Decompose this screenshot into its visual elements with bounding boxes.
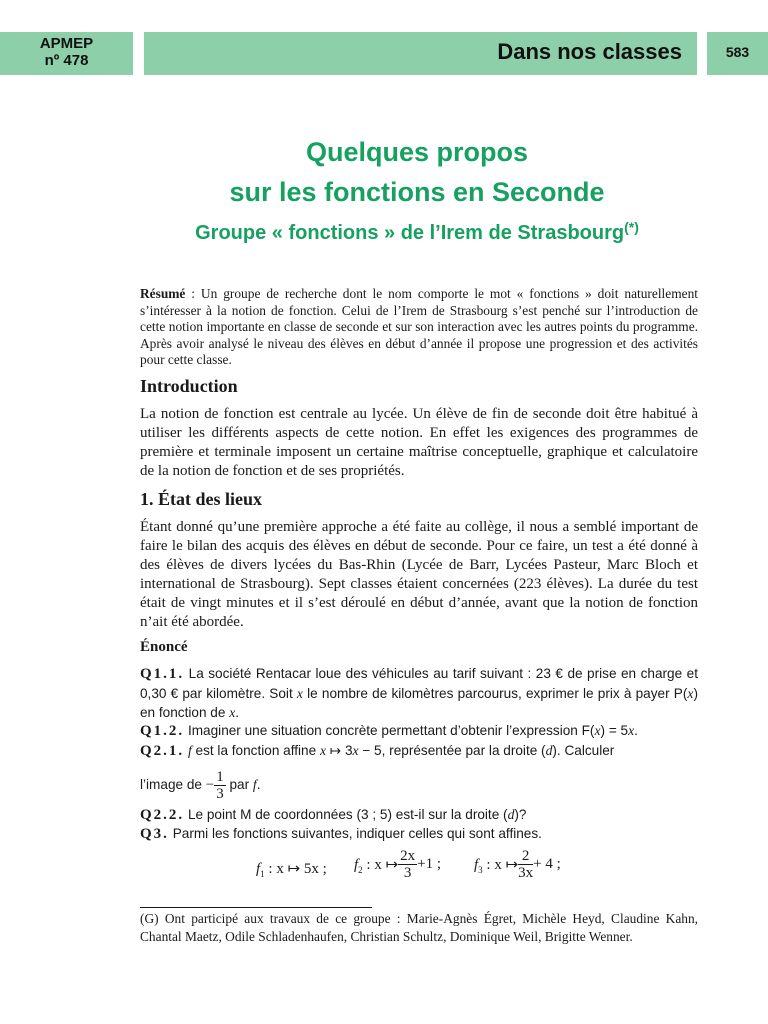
footnote [140,910,698,945]
q3-label: Q3. [140,826,169,842]
q2-1-text-b: − 5, représentée par la droite ( [358,743,546,758]
footnote-marker: (G) [140,911,159,926]
section1-text: Étant donné qu’une première approche a été faite au collège, il nous a semblé important de faire le bilan des acquis des élèves en début de seconde. Pour ce faire, un test a été donné à des élèves de divers lycées du Bas-Rhin (Lycée de Barr, Lycées Pasteur, Marc Bloch et international de Strasbourg). Sept classes étaient concernées (223 élèves). La durée du test était de vingt minutes et il s’est déroulé en début d’année, avant que la notion de fonction n’ait été abordée. [140,519,698,630]
var-x: x [229,705,236,720]
q1-2-text-b: ) = 5 [600,723,629,738]
function-f2 [354,848,441,881]
f3-sub: 3 [478,864,483,875]
question-q1-2 [140,721,698,741]
f1-sub: 1 [260,869,265,879]
f2-numerator: 2x [400,848,416,864]
rubric-banner [144,32,697,75]
functions-formula [256,848,596,888]
question-q2-1 [140,741,698,761]
var-d: d [545,743,553,758]
f1-rest: : x ↦ 5x ; [264,861,327,877]
question-q2-2 [140,805,698,825]
var-x: x [594,723,601,738]
var-x: x [687,686,694,701]
q1-1-label: Q1.1. [140,666,185,682]
q1-1-text-b: le nombre de kilomètres parcourus, exprimer le prix à payer P( [302,686,688,701]
question-q3 [140,824,698,844]
var-x: x [296,686,303,701]
fraction-denominator: 3 [216,785,224,802]
question-q1-1 [140,664,698,722]
article-title-line2: sur les fonctions en Seconde [229,177,605,207]
q1-2-label: Q1.2. [140,723,185,739]
var-x: x [628,723,635,738]
q2-1-map: ↦ 3 [326,743,353,758]
introduction-text: La notion de fonction est centrale au lycée. Un élève de fin de seconde doit être habitué à utiliser les différents aspects de cette notion. En effet les exigences des programmes de première et terminale imposent un certaine maîtrise conceptuelle, graphique et calculatoire de la notion de fonction et de ses propriétés. [140,406,698,479]
f3-numerator: 2 [518,848,533,865]
f1-name: f [256,861,261,877]
var-x: x [319,743,326,758]
footnote-text: Ont participé aux travaux de ce groupe : Marie-Agnès Égret, Michèle Heyd, Claudine Kahn, Chantal Maetz, Odile Schladenhaufen, Christian Schultz, Dominique Weil, Brigitte Wenner. [140,911,698,944]
q2-1-dot: . [256,777,261,792]
footnote-mark: (*) [624,219,639,235]
f3-fraction [518,848,533,881]
introduction-heading: Introduction [140,376,238,396]
q2-1-text-d: l’image de [140,777,206,792]
f3-pre: : x ↦ [482,856,519,873]
article-subtitle [0,219,768,245]
journal-issue: nº 478 [44,52,89,69]
function-f3 [474,848,561,881]
abstract [140,286,698,369]
journal-badge [0,32,133,75]
var-f: f [187,743,192,758]
f2-pre: : x ↦ [362,856,399,873]
f2-name: f [354,856,359,873]
q1-1-text-c: ) en fonction de [140,686,698,720]
section1-heading: 1. État des lieux [140,489,263,509]
fraction-one-third [214,769,226,802]
q2-1-label: Q2.1. [140,743,185,759]
q1-2-dot: . [634,723,638,738]
page-number: 583 [725,44,750,60]
q1-1-dot: . [235,705,240,720]
q2-2-text-b: )? [514,807,527,822]
article-title-line1: Quelques propos [305,137,529,167]
q2-1-text-e: par [225,777,253,792]
q1-2-text-a: Imaginer une situation concrète permettant d’obtenir l’expression F( [184,723,595,738]
fraction-numerator: 1 [216,768,224,785]
footnote-rule [140,907,372,908]
question-q2-1-cont [140,766,698,804]
f3-name: f [474,856,479,873]
enonce-heading: Énoncé [140,639,188,655]
f3-denominator: 3x [518,865,534,881]
f2-fraction [398,848,417,881]
f2-post: +1 ; [417,856,442,872]
var-d: d [507,807,515,822]
subtitle-text: Groupe « fonctions » de l’Irem de Strasbourg [195,222,625,244]
function-f1 [256,859,327,879]
q2-2-text-a: Le point M de coordonnées (3 ; 5) est-il sur la droite ( [184,807,508,822]
minus-sign: − [205,777,215,793]
f3-post: + 4 ; [533,856,561,872]
abstract-text: : Un groupe de recherche dont le nom comporte le mot « fonctions » doit naturellement s’intéresser à la notion de fonction. Celui de l’Irem de Strasbourg s’est penché sur l’introduction de cette notion importante en classe de seconde et sur son interaction avec les autres points du programme. Après avoir analysé le niveau des élèves en début d’année il propose une progression et des activités pour cette classe. [140,286,698,367]
q2-1-text-c: ). Calculer [552,743,615,758]
f2-denominator: 3 [403,865,412,881]
q2-2-label: Q2.2. [140,807,185,823]
page-number-box [707,32,768,75]
f2-sub: 2 [358,864,363,875]
q1-1-text-a: La société Rentacar loue des véhicules au tarif suivant : 23 € de prise en charge et 0,30 € par kilomètre. Soit [140,666,698,701]
var-x: x [352,743,359,758]
q2-1-text-a: est la fonction affine [191,743,320,758]
abstract-label: Résumé [140,286,186,301]
var-f: f [252,777,257,792]
q3-text: Parmi les fonctions suivantes, indiquer celles qui sont affines. [168,826,542,841]
rubric-title: Dans nos classes [497,39,682,64]
journal-name: APMEP [39,35,94,52]
